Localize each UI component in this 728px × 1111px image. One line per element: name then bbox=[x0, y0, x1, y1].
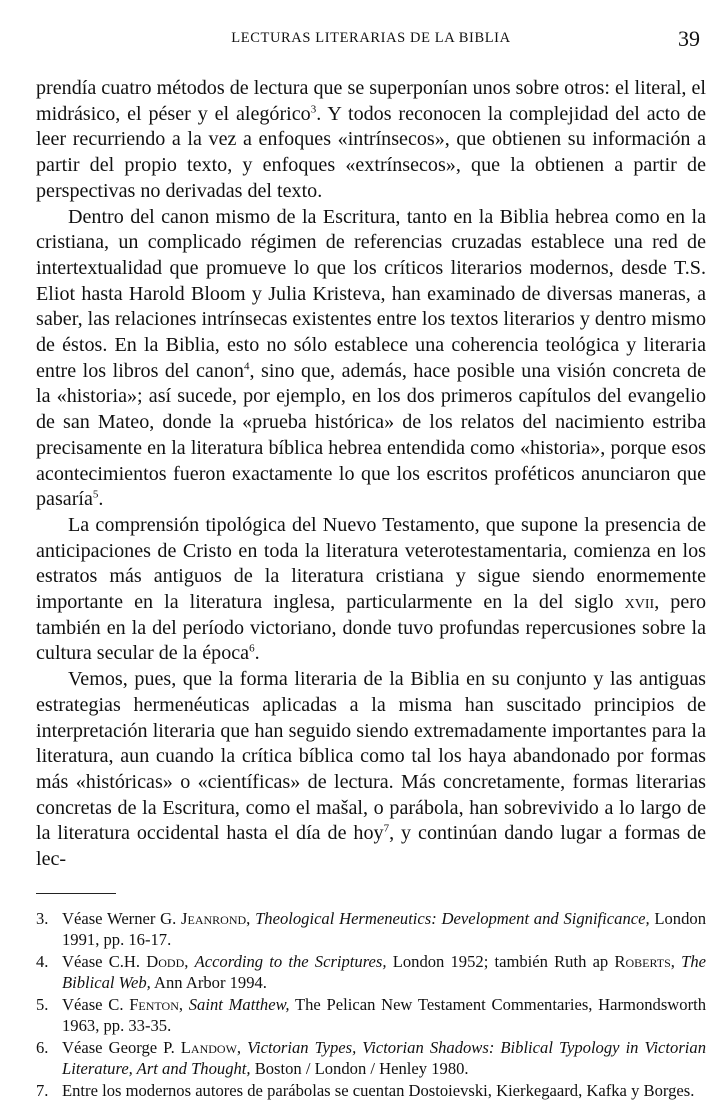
text-run: Véase C. bbox=[62, 994, 130, 1014]
book-title: The Biblical Web, bbox=[62, 951, 706, 993]
text-run: Véase C.H. bbox=[62, 951, 147, 971]
text-run: Vemos, pues, que la forma literaria de la Biblia en su conjunto y las antiguas estrategias hermenéuticas aplicadas a la misma han suscitado principios de interpretación literaria que han seguido siendo extremadamente importantes para la literatura, aun cuando la crítica bíblica como tal los haya abandonado por formas más «históricas» o «científicas» de lectura. Más concretamente, formas literarias concretas de la Escritura, como el mašal, o parábola, han sobrevivido a lo largo de la literatura occidental hasta el día de hoy bbox=[36, 668, 706, 845]
footnote-number: 4. bbox=[36, 951, 49, 971]
footnote-number: 3. bbox=[36, 908, 49, 928]
footnote-ref-4: 4 bbox=[243, 360, 250, 373]
author-name: Landow bbox=[180, 1037, 237, 1057]
footnote-text bbox=[62, 951, 706, 994]
page-header bbox=[36, 26, 706, 60]
book-title: According to the Scriptures, bbox=[194, 951, 387, 971]
text-run: , bbox=[246, 908, 256, 928]
book-title: Theological Hermeneutics: Development and Significance, bbox=[255, 908, 650, 928]
footnote-ref-7: 7 bbox=[383, 822, 390, 835]
book-title: Saint Matthew, bbox=[188, 994, 290, 1014]
text-run: Boston / London / Henley 1980. bbox=[250, 1059, 469, 1079]
footnote-text bbox=[62, 908, 706, 951]
footnote-7 bbox=[36, 1080, 706, 1102]
text-run: The Pelican New Testament Commentaries, Harmondsworth 1963, pp. 33-35. bbox=[62, 994, 707, 1036]
text-run: prendía cuatro métodos de lectura que se superponían unos sobre otros: el literal, el midrásico, el péser y el alegórico bbox=[36, 77, 706, 125]
footnote-text bbox=[62, 994, 706, 1037]
text-run: , bbox=[670, 951, 682, 971]
footnote-number: 5. bbox=[36, 994, 49, 1014]
text-run: . bbox=[254, 642, 260, 665]
page-number: 39 bbox=[678, 26, 700, 51]
footnote-ref-5: 5 bbox=[92, 488, 99, 501]
footnote-4 bbox=[36, 951, 706, 994]
paragraph-2 bbox=[36, 205, 706, 513]
author-name: Dodd bbox=[146, 951, 185, 971]
book-title: Victorian Types, Victorian Shadows: Biblical Typology in Victorian Literature, Art and Thought, bbox=[62, 1037, 706, 1079]
author-name: Fenton bbox=[129, 994, 179, 1014]
text-run: , sino que, además, hace posible una visión concreta de la «historia»; así sucede, por ejemplo, en los dos primeros capítulos del evangelio de san Mateo, donde la «prueba histórica» de los relatos del nacimiento estriba precisamente en la literatura bíblica hebrea entendida como «historia», porque esos acontecimientos fueron exactamente lo que los escritos proféticos anunciaron que pasaría bbox=[36, 359, 706, 511]
text-run: . Y todos reconocen la complejidad del acto de leer recurriendo a la vez a enfoques «intrínsecos», que obtienen su información a partir del propio texto, y enfoques «extrínsecos», que la obtienen a partir de perspectivas no derivadas del texto. bbox=[36, 102, 706, 202]
main-text bbox=[36, 76, 706, 873]
century-numeral: xvii bbox=[624, 591, 655, 614]
text-run: Véase George P. bbox=[62, 1037, 181, 1057]
text-run: London 1991, pp. 16-17. bbox=[62, 908, 706, 950]
footnote-text: Entre los modernos autores de parábolas se cuentan Dostoievski, Kierkegaard, Kafka y Borges. bbox=[62, 1080, 695, 1100]
text-run: , bbox=[178, 994, 189, 1014]
footnote-text bbox=[62, 1037, 706, 1080]
text-run: La comprensión tipológica del Nuevo Testamento, que supone la presencia de anticipaciones de Cristo en toda la literatura veterotestamentaria, comienza en los estratos más antiguos de la literatura cristiana y sigue siendo enormemente importante en la literatura inglesa, particularmente en la del siglo bbox=[36, 513, 706, 614]
paragraph-3 bbox=[36, 513, 706, 667]
text-run: , bbox=[184, 951, 195, 971]
paragraph-1 bbox=[36, 76, 706, 205]
text-run: Ann Arbor 1994. bbox=[150, 973, 267, 993]
footnote-rule bbox=[36, 893, 116, 894]
text-run: Dentro del canon mismo de la Escritura, tanto en la Biblia hebrea como en la cristiana, un complicado régimen de referencias cruzadas establece una red de intertextualidad que promueve lo que los críticos literarios modernos, desde T.S. Eliot hasta Harold Bloom y Julia Kristeva, han examinado de diversas maneras, a saber, las relaciones intrínsecas existentes entre los textos literarios y dentro mismo de éstos. En la Biblia, esto no sólo establece una coherencia teológica y literaria entre los libros del canon bbox=[36, 205, 706, 382]
text-run: Véase Werner G. bbox=[62, 908, 182, 928]
running-title: LECTURAS LITERARIAS DE LA BIBLIA bbox=[231, 30, 511, 46]
footnote-number: 6. bbox=[36, 1037, 49, 1057]
text-run: . bbox=[98, 488, 104, 511]
footnote-ref-6: 6 bbox=[249, 642, 255, 655]
text-run: London 1952; también Ruth ap bbox=[386, 951, 615, 971]
footnote-3 bbox=[36, 908, 706, 951]
author-name: Roberts bbox=[614, 951, 671, 971]
footnote-5 bbox=[36, 994, 706, 1037]
text-run: , y continúan dando lugar a formas de lec- bbox=[36, 822, 707, 871]
footnotes bbox=[36, 908, 706, 1102]
text-run: , pero también en la del período victoriano, donde tuvo profundas repercusiones sobre la cultura secular de la época bbox=[36, 591, 706, 665]
footnote-number: 7. bbox=[36, 1080, 49, 1100]
author-name: Jeanrond bbox=[181, 908, 247, 928]
text-run: , bbox=[236, 1037, 248, 1057]
footnote-ref-3: 3 bbox=[310, 103, 317, 116]
footnote-6 bbox=[36, 1037, 706, 1080]
paragraph-4 bbox=[36, 667, 706, 873]
